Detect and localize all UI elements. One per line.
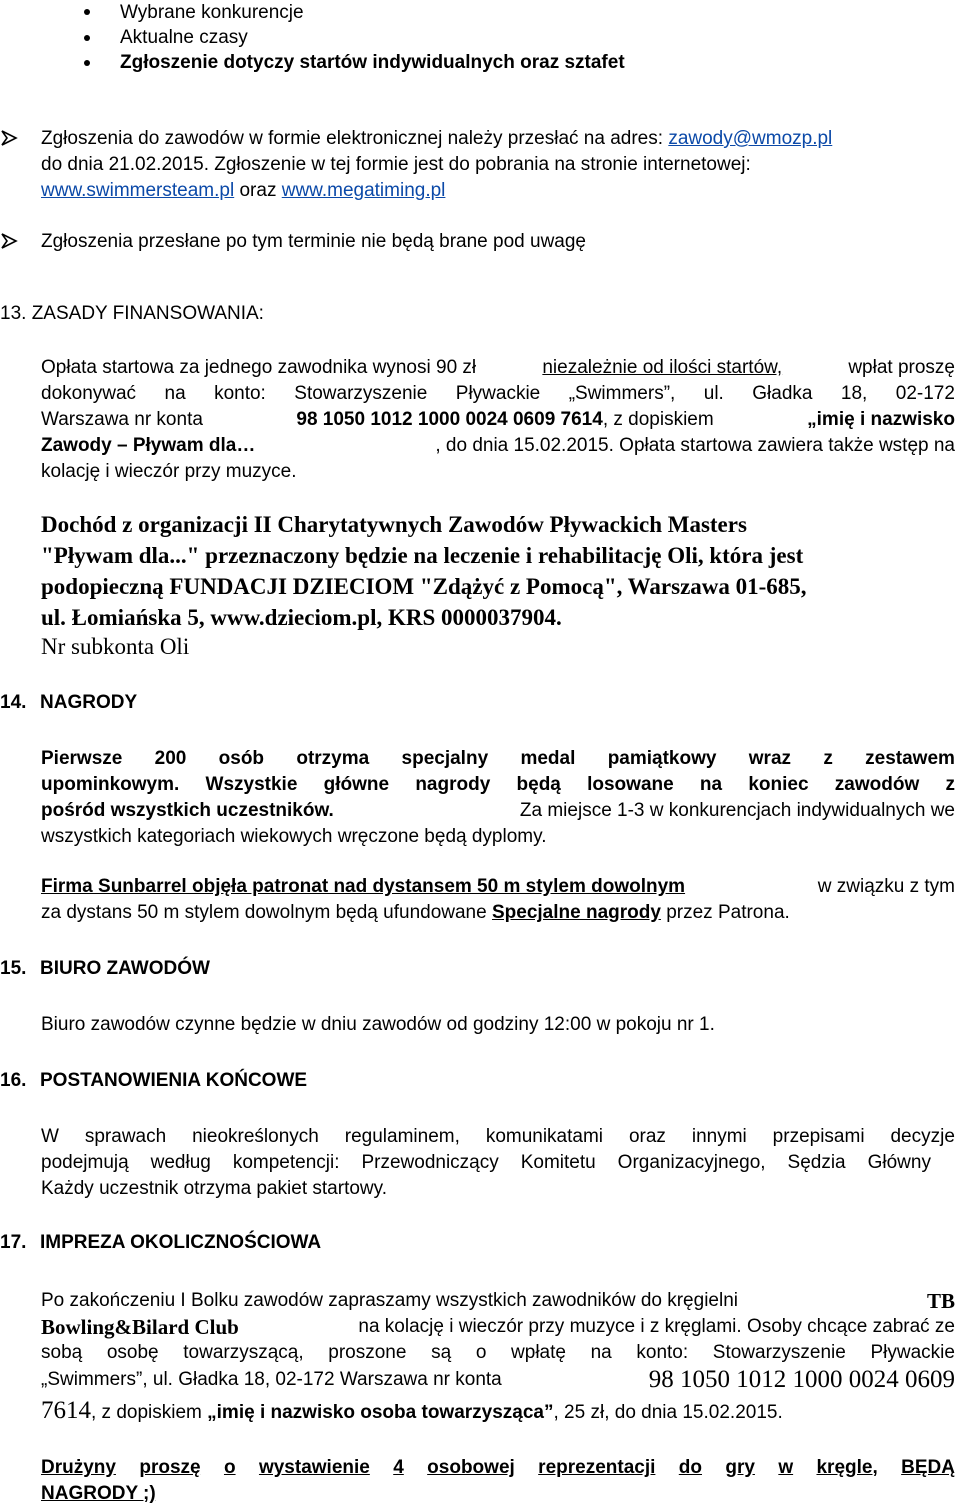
s14-line-3 — [41, 798, 955, 824]
text: za dystans 50 m stylem dowolnym będą ufundowane — [41, 902, 487, 923]
word: Pierwsze — [41, 748, 123, 769]
charity-line: ul. Łomiańska 5, www.dzieciom.pl, KRS 0000037904. — [41, 605, 562, 630]
bullet-item: Aktualne czasy — [120, 27, 248, 48]
word: Pływackie — [455, 383, 541, 404]
text: Za miejsce 1-3 w konkurencjach indywidualnych we — [519, 800, 955, 821]
word: nieokreślonych — [192, 1126, 319, 1147]
word: są — [431, 1342, 452, 1363]
word: 200 — [154, 748, 187, 769]
swimmersteam-link[interactable]: www.swimmersteam.pl — [41, 180, 235, 201]
text: , do dnia 15.02.2015. Opłata startowa zawiera także wstęp na — [435, 435, 955, 456]
word: 4 — [393, 1457, 404, 1478]
bullet-item: Zgłoszenie dotyczy startów indywidualnych oraz sztafet — [120, 52, 625, 73]
account-number: 98 1050 1012 1000 0024 0609 7614 — [296, 409, 603, 430]
section-16-title — [0, 1068, 307, 1094]
word: nagrody — [415, 774, 491, 795]
word: ul. — [703, 383, 724, 404]
text: Dochód z organizacji II Charytatywnych Zawodów Pływackich Masters — [41, 512, 747, 537]
charity-line — [41, 509, 931, 540]
text: Firma Sunbarrel objęła patronat nad dystansem 50 m stylem dowolnym — [41, 876, 686, 897]
word: kręgle, — [816, 1457, 878, 1478]
text — [296, 407, 713, 433]
word: osobowej — [427, 1457, 515, 1478]
text: „imię i nazwisko — [807, 409, 955, 430]
word: regulaminem, — [344, 1126, 460, 1147]
word: towarzyszącą, — [183, 1342, 304, 1363]
section-14-title — [0, 690, 137, 716]
text: POSTANOWIENIA KOŃCOWE — [40, 1070, 308, 1091]
text: BIURO ZAWODÓW — [40, 958, 210, 979]
word: będą — [516, 774, 561, 795]
word: proszone — [328, 1342, 407, 1363]
charity-statement — [41, 509, 955, 633]
word: konto: — [636, 1342, 689, 1363]
word: komunikatami — [485, 1126, 604, 1147]
word: losowane — [587, 774, 674, 795]
s13-line-5: kolację i wieczór przy muzyce. — [41, 461, 297, 482]
word: Główny — [867, 1152, 931, 1173]
bullet-dot-icon — [84, 35, 90, 41]
word: według — [150, 1152, 211, 1173]
account-number: 98 1050 1012 1000 0024 0609 — [648, 1366, 955, 1393]
s17-line-6 — [41, 1455, 955, 1481]
word: upominkowym. — [41, 774, 180, 795]
s13-line-2 — [41, 381, 955, 407]
text: pośród wszystkich uczestników. — [41, 800, 334, 821]
word: o — [475, 1342, 487, 1363]
bullet-dot-icon — [84, 60, 90, 66]
s14-line-1 — [41, 746, 955, 772]
section-13-title: 13. ZASADY FINANSOWANIA: — [0, 303, 264, 324]
word: oraz — [628, 1126, 666, 1147]
email-link[interactable]: zawody@wmozp.pl — [668, 128, 833, 149]
word: reprezentacji — [538, 1457, 656, 1478]
word: Komitetu — [520, 1152, 596, 1173]
section-number: 14. — [0, 692, 27, 713]
word: na — [590, 1342, 612, 1363]
word: w — [778, 1457, 794, 1478]
word: W — [41, 1126, 59, 1147]
section-15-title — [0, 956, 210, 982]
text: , z dopiskiem — [602, 409, 714, 430]
s14-line-2 — [41, 772, 955, 798]
word: otrzyma — [296, 748, 370, 769]
word: sprawach — [84, 1126, 167, 1147]
text: , 25 zł, do dnia 15.02.2015. — [553, 1402, 783, 1423]
text: NAGRODY — [40, 692, 138, 713]
text: Zgłoszenia do zawodów w formie elektronicznej należy przesłać na adres: — [41, 128, 664, 149]
section-17-title — [0, 1230, 321, 1256]
word: zawodów — [834, 774, 920, 795]
word: Gładka — [752, 383, 813, 404]
text: wpłat proszę — [848, 357, 955, 378]
word: wystawienie — [258, 1457, 370, 1478]
section-number: 16. — [0, 1070, 27, 1091]
word: medal — [520, 748, 576, 769]
word: 18, — [840, 383, 868, 404]
word: Stowarzyszenie — [712, 1342, 846, 1363]
word: główne — [323, 774, 390, 795]
account-number: 7614 — [41, 1397, 91, 1424]
word: podejmują — [41, 1152, 129, 1173]
word: sobą — [41, 1342, 83, 1363]
text: Po zakończeniu I Bolku zawodów zapraszamy wszystkich zawodników do kręgielni — [41, 1290, 738, 1311]
word: na — [164, 383, 186, 404]
word: Drużyny — [41, 1457, 116, 1478]
word: decyzje — [890, 1126, 955, 1147]
text: „imię i nazwisko osoba towarzysząca” — [207, 1402, 554, 1423]
charity-line: podopieczną FUNDACJI DZIECIOM "Zdążyć z Pomocą", Warszawa 01-685, — [41, 574, 807, 599]
word: o — [223, 1457, 236, 1478]
word: Sędzia — [787, 1152, 846, 1173]
s17-line-5 — [41, 1398, 783, 1426]
text: oraz — [239, 180, 277, 201]
s16-line-3: Każdy uczestnik otrzyma pakiet startowy. — [41, 1178, 387, 1199]
s14-line-5 — [41, 874, 955, 900]
submission-line-1 — [41, 126, 832, 152]
venue-name: Bowling&Bilard Club — [41, 1315, 239, 1339]
word: innymi — [691, 1126, 747, 1147]
s17-line-7: NAGRODY ;) — [41, 1483, 156, 1504]
word: na — [699, 774, 723, 795]
word: „Swimmers”, — [568, 383, 676, 404]
bullet-dot-icon — [84, 9, 90, 15]
section-number: 15. — [0, 958, 27, 979]
word: do — [678, 1457, 702, 1478]
word: gry — [725, 1457, 755, 1478]
word: kompetencji: — [232, 1152, 340, 1173]
s16-line-1 — [41, 1124, 955, 1150]
text: TB — [926, 1289, 955, 1313]
text: IMPREZA OKOLICZNOŚCIOWA — [40, 1232, 322, 1253]
word: konto: — [214, 383, 266, 404]
s16-line-2 — [41, 1150, 931, 1176]
s13-line-1 — [41, 355, 955, 381]
word: 02-172 — [895, 383, 955, 404]
word: Pływackie — [870, 1342, 955, 1363]
word: Organizacyjnego, — [617, 1152, 766, 1173]
word: wpłatę — [511, 1342, 566, 1363]
word: z — [945, 774, 955, 795]
s17-line-1 — [41, 1288, 955, 1314]
subaccount-label: Nr subkonta Oli — [41, 634, 190, 659]
arrow-bullet-icon — [0, 129, 18, 147]
word: z — [823, 748, 833, 769]
word: przepisami — [772, 1126, 865, 1147]
charity-line: "Pływam dla..." przeznaczony będzie na leczenie i rehabilitację Oli, która jest — [41, 543, 804, 568]
word: Wszystkie — [205, 774, 298, 795]
arrow-bullet-icon — [0, 232, 18, 250]
word: Przewodniczący — [361, 1152, 499, 1173]
s14-line-6 — [41, 900, 790, 926]
word: BĘDĄ — [901, 1457, 955, 1478]
text: przez Patrona. — [666, 902, 790, 923]
word: osób — [218, 748, 265, 769]
word: pamiątkowy — [607, 748, 717, 769]
s14-line-4: wszystkich kategoriach wiekowych wręczone będą dyplomy. — [41, 826, 547, 847]
word: zestawem — [865, 748, 955, 769]
word: osobę — [106, 1342, 159, 1363]
text: Zawody – Pływam dla… — [41, 435, 256, 456]
text: Warszawa nr konta — [41, 409, 203, 430]
text: Opłata startowa za jednego zawodnika wynosi 90 zł — [41, 357, 477, 378]
text: w związku z tym — [817, 876, 955, 897]
word: dokonywać — [41, 383, 137, 404]
text: „Swimmers”, ul. Gładka 18, 02-172 Warszawa nr konta — [41, 1369, 502, 1390]
s17-line-4 — [41, 1367, 955, 1393]
word: proszę — [139, 1457, 201, 1478]
s13-line-4 — [41, 433, 955, 459]
s15-line-1: Biuro zawodów czynne będzie w dniu zawodów od godziny 12:00 w pokoju nr 1. — [41, 1014, 715, 1035]
word: specjalny — [401, 748, 489, 769]
submission-line-3 — [41, 178, 445, 204]
word: koniec — [748, 774, 809, 795]
bullet-item: Wybrane konkurencje — [120, 2, 304, 23]
text: na kolację i wieczór przy muzyce i z kręglami. Osoby chcące zabrać ze — [358, 1316, 955, 1337]
deadline-note: Zgłoszenia przesłane po tym terminie nie będą brane pod uwagę — [41, 231, 586, 252]
word: wraz — [748, 748, 792, 769]
section-number: 17. — [0, 1232, 27, 1253]
megatiming-link[interactable]: www.megatiming.pl — [281, 180, 446, 201]
s17-line-2 — [41, 1314, 955, 1340]
submission-line-2: do dnia 21.02.2015. Zgłoszenie w tej formie jest do pobrania na stronie internetowej: — [41, 154, 751, 175]
word: Stowarzyszenie — [294, 383, 428, 404]
text: niezależnie od ilości startów, — [542, 357, 783, 378]
text: , z dopiskiem — [91, 1402, 202, 1423]
text: Specjalne nagrody — [491, 902, 661, 923]
s13-line-3 — [41, 407, 955, 433]
s17-line-3 — [41, 1340, 955, 1366]
